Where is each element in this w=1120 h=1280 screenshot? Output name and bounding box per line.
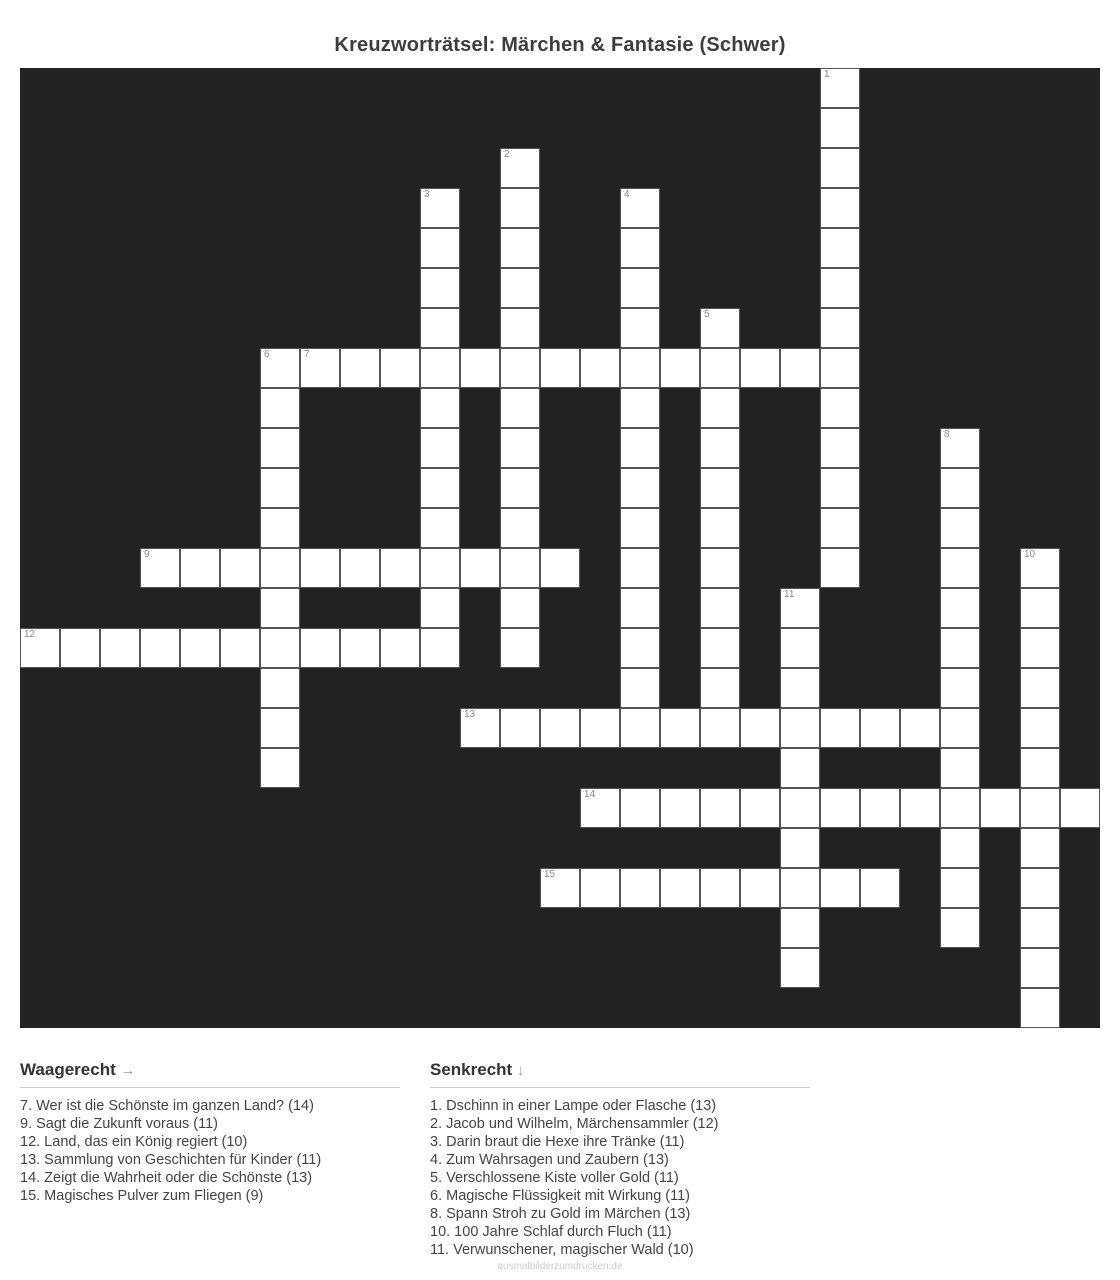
grid-cell[interactable]: [780, 948, 820, 988]
clue-item: 12. Land, das ein König regiert (10): [20, 1134, 248, 1150]
cell-number: 10: [1024, 549, 1036, 560]
grid-cell[interactable]: [500, 508, 540, 548]
cell-number: 4: [624, 189, 630, 200]
grid-cell[interactable]: [940, 508, 980, 548]
grid-cell[interactable]: [500, 348, 540, 388]
grid-cell[interactable]: [860, 788, 900, 828]
grid-cell[interactable]: [260, 668, 300, 708]
grid-cell[interactable]: [500, 428, 540, 468]
cell-number: 15: [544, 869, 556, 880]
cell-number: 2: [504, 149, 510, 160]
grid-cell[interactable]: [1020, 948, 1060, 988]
grid-cell[interactable]: [1020, 588, 1060, 628]
down-clue-list: [430, 1097, 810, 1259]
grid-cell[interactable]: [1060, 788, 1100, 828]
grid-cell[interactable]: [260, 588, 300, 628]
grid-cell[interactable]: [500, 308, 540, 348]
grid-cell[interactable]: [260, 428, 300, 468]
grid-cell[interactable]: [580, 868, 620, 908]
across-clue-list: [20, 1097, 400, 1205]
grid-cell[interactable]: [700, 508, 740, 548]
grid-cell[interactable]: [420, 428, 460, 468]
grid-cell[interactable]: [660, 868, 700, 908]
grid-cell[interactable]: [1020, 828, 1060, 868]
cell-number: 6: [264, 349, 270, 360]
down-arrow-icon: ↓: [516, 1062, 525, 1079]
grid-cell[interactable]: [820, 308, 860, 348]
grid-cell[interactable]: [340, 548, 380, 588]
grid-cell[interactable]: [260, 388, 300, 428]
grid-cell[interactable]: [820, 388, 860, 428]
grid-cell[interactable]: [620, 468, 660, 508]
grid-cell[interactable]: [940, 748, 980, 788]
grid-cell[interactable]: [780, 828, 820, 868]
grid-cell[interactable]: [300, 348, 340, 388]
grid-cell[interactable]: [180, 628, 220, 668]
down-header: [430, 1060, 810, 1088]
grid-cell[interactable]: [620, 308, 660, 348]
grid-cell[interactable]: [660, 348, 700, 388]
cell-number: 11: [784, 589, 795, 600]
grid-cell[interactable]: [820, 148, 860, 188]
grid-cell[interactable]: [740, 348, 780, 388]
grid-cell[interactable]: [780, 708, 820, 748]
across-clues-section: [20, 1060, 400, 1205]
grid-cell[interactable]: [620, 228, 660, 268]
grid-cell[interactable]: [420, 268, 460, 308]
grid-cell[interactable]: [420, 308, 460, 348]
grid-cell[interactable]: [620, 388, 660, 428]
grid-cell[interactable]: [820, 428, 860, 468]
grid-cell[interactable]: [580, 708, 620, 748]
grid-cell[interactable]: [740, 868, 780, 908]
grid-cell[interactable]: [60, 628, 100, 668]
grid-cell[interactable]: [1020, 628, 1060, 668]
grid-cell[interactable]: [860, 868, 900, 908]
grid-cell[interactable]: [260, 508, 300, 548]
grid-cell[interactable]: [700, 468, 740, 508]
grid-cell[interactable]: [500, 468, 540, 508]
grid-cell[interactable]: [820, 508, 860, 548]
grid-cell[interactable]: [820, 868, 860, 908]
page-title: Kreuzworträtsel: Märchen & Fantasie (Schwer): [334, 34, 786, 57]
clue-item: 2. Jacob und Wilhelm, Märchensammler (12): [430, 1116, 719, 1132]
grid-cell[interactable]: [780, 668, 820, 708]
grid-cell[interactable]: [420, 548, 460, 588]
grid-cell[interactable]: [820, 788, 860, 828]
clue-item: 13. Sammlung von Geschichten für Kinder (11): [20, 1152, 322, 1168]
grid-cell[interactable]: [940, 788, 980, 828]
grid-cell[interactable]: [1020, 668, 1060, 708]
grid-cell[interactable]: [700, 428, 740, 468]
grid-cell[interactable]: [260, 548, 300, 588]
grid-cell[interactable]: [140, 548, 180, 588]
grid-cell[interactable]: [580, 788, 620, 828]
grid-cell[interactable]: [940, 548, 980, 588]
grid-cell[interactable]: [700, 588, 740, 628]
clue-item: 14. Zeigt die Wahrheit oder die Schönste (13): [20, 1170, 313, 1186]
grid-cell[interactable]: [700, 548, 740, 588]
grid-cell[interactable]: [540, 348, 580, 388]
grid-cell[interactable]: [940, 588, 980, 628]
grid-cell[interactable]: [460, 548, 500, 588]
grid-cell[interactable]: [420, 508, 460, 548]
grid-cell[interactable]: [340, 628, 380, 668]
grid-cell[interactable]: [820, 468, 860, 508]
grid-cell[interactable]: [620, 348, 660, 388]
down-clues-section: [430, 1060, 810, 1259]
grid-cell[interactable]: [500, 548, 540, 588]
grid-cell[interactable]: [620, 628, 660, 668]
grid-cell[interactable]: [860, 708, 900, 748]
grid-cell[interactable]: [220, 628, 260, 668]
grid-cell[interactable]: [1020, 788, 1060, 828]
grid-cell[interactable]: [300, 548, 340, 588]
grid-cell[interactable]: [940, 668, 980, 708]
grid-cell[interactable]: [620, 188, 660, 228]
grid-cell[interactable]: [540, 868, 580, 908]
grid-cell[interactable]: [940, 828, 980, 868]
grid-cell[interactable]: [500, 188, 540, 228]
grid-cell[interactable]: [620, 268, 660, 308]
grid-cell[interactable]: [820, 268, 860, 308]
grid-cell[interactable]: [940, 708, 980, 748]
grid-cell[interactable]: [100, 628, 140, 668]
grid-cell[interactable]: [700, 868, 740, 908]
grid-cell[interactable]: [940, 628, 980, 668]
grid-cell[interactable]: [300, 628, 340, 668]
grid-cell[interactable]: [140, 628, 180, 668]
cell-number: 5: [704, 309, 710, 320]
grid-cell[interactable]: [740, 708, 780, 748]
clue-item: 8. Spann Stroh zu Gold im Märchen (13): [430, 1206, 691, 1222]
grid-cell[interactable]: [620, 588, 660, 628]
grid-cell[interactable]: [260, 708, 300, 748]
grid-cell[interactable]: [500, 268, 540, 308]
grid-cell[interactable]: [700, 388, 740, 428]
grid-cell[interactable]: [260, 628, 300, 668]
grid-cell[interactable]: [260, 468, 300, 508]
grid-cell[interactable]: [820, 708, 860, 748]
across-header-label: Waagerecht: [20, 1060, 116, 1079]
down-header-label: Senkrecht: [430, 1060, 513, 1079]
grid-cell[interactable]: [620, 548, 660, 588]
cell-number: 13: [464, 709, 476, 720]
grid-cell[interactable]: [700, 668, 740, 708]
grid-cell[interactable]: [820, 68, 860, 108]
grid-cell[interactable]: [180, 548, 220, 588]
grid-cell[interactable]: [660, 788, 700, 828]
grid-cell[interactable]: [420, 588, 460, 628]
grid-cell[interactable]: [460, 708, 500, 748]
grid-cell[interactable]: [780, 348, 820, 388]
grid-cell[interactable]: [980, 788, 1020, 828]
cell-number: 8: [944, 429, 950, 440]
grid-cell[interactable]: [780, 748, 820, 788]
grid-cell[interactable]: [820, 228, 860, 268]
grid-cell[interactable]: [780, 628, 820, 668]
grid-cell[interactable]: [1020, 988, 1060, 1028]
clue-item: 10. 100 Jahre Schlaf durch Fluch (11): [430, 1224, 672, 1240]
grid-cell[interactable]: [260, 748, 300, 788]
grid-cell[interactable]: [500, 628, 540, 668]
crossword-grid: [20, 68, 1100, 1028]
grid-cell[interactable]: [420, 628, 460, 668]
grid-cell[interactable]: [620, 428, 660, 468]
grid-cell[interactable]: [220, 548, 260, 588]
grid-cell[interactable]: [1020, 548, 1060, 588]
cell-number: 12: [24, 629, 36, 640]
grid-cell[interactable]: [580, 348, 620, 388]
cell-number: 14: [584, 789, 596, 800]
grid-cell[interactable]: [500, 148, 540, 188]
cell-number: 9: [144, 549, 150, 560]
grid-cell[interactable]: [940, 908, 980, 948]
grid-cell[interactable]: [620, 668, 660, 708]
grid-cell[interactable]: [260, 348, 300, 388]
grid-cell[interactable]: [1020, 868, 1060, 908]
across-header: [20, 1060, 400, 1088]
grid-cell[interactable]: [780, 908, 820, 948]
grid-cell[interactable]: [380, 548, 420, 588]
grid-cell[interactable]: [780, 788, 820, 828]
grid-cell[interactable]: [900, 788, 940, 828]
grid-cell[interactable]: [940, 868, 980, 908]
grid-cell[interactable]: [700, 628, 740, 668]
grid-cell[interactable]: [420, 468, 460, 508]
grid-cell[interactable]: [1020, 908, 1060, 948]
cell-number: 7: [304, 349, 310, 360]
grid-cell[interactable]: [700, 308, 740, 348]
clue-item: 1. Dschinn in einer Lampe oder Flasche (13): [430, 1098, 717, 1114]
grid-cell[interactable]: [540, 548, 580, 588]
grid-cell[interactable]: [700, 788, 740, 828]
grid-cell[interactable]: [940, 468, 980, 508]
clue-item: 6. Magische Flüssigkeit mit Wirkung (11): [430, 1188, 691, 1204]
grid-cell[interactable]: [820, 188, 860, 228]
grid-cell[interactable]: [620, 788, 660, 828]
grid-cell[interactable]: [700, 708, 740, 748]
grid-cell[interactable]: [420, 228, 460, 268]
grid-cell[interactable]: [20, 628, 60, 668]
grid-cell[interactable]: [940, 428, 980, 468]
right-arrow-icon: →: [120, 1062, 136, 1079]
grid-cell[interactable]: [500, 228, 540, 268]
grid-cell[interactable]: [700, 348, 740, 388]
grid-cell[interactable]: [500, 588, 540, 628]
grid-cell[interactable]: [740, 788, 780, 828]
grid-cell[interactable]: [1020, 748, 1060, 788]
clue-item: 15. Magisches Pulver zum Fliegen (9): [20, 1188, 264, 1204]
grid-cell[interactable]: [460, 348, 500, 388]
grid-cell[interactable]: [820, 548, 860, 588]
grid-cell[interactable]: [1020, 708, 1060, 748]
grid-cell[interactable]: [620, 868, 660, 908]
grid-cell[interactable]: [500, 388, 540, 428]
clue-item: 5. Verschlossene Kiste voller Gold (11): [430, 1170, 679, 1186]
grid-cell[interactable]: [780, 588, 820, 628]
cell-number: 1: [824, 69, 830, 80]
grid-cell[interactable]: [660, 708, 700, 748]
cell-number: 3: [424, 189, 430, 200]
grid-cell[interactable]: [780, 868, 820, 908]
grid-cell[interactable]: [380, 348, 420, 388]
clue-item: 9. Sagt die Zukunft voraus (11): [20, 1116, 219, 1132]
grid-cell[interactable]: [420, 388, 460, 428]
clue-item: 11. Verwunschener, magischer Wald (10): [430, 1242, 694, 1258]
clue-item: 4. Zum Wahrsagen und Zaubern (13): [430, 1152, 669, 1168]
grid-cell[interactable]: [420, 348, 460, 388]
grid-cell[interactable]: [820, 108, 860, 148]
grid-cell[interactable]: [540, 708, 580, 748]
grid-cell[interactable]: [620, 708, 660, 748]
grid-cell[interactable]: [380, 628, 420, 668]
clue-item: 7. Wer ist die Schönste im ganzen Land? (14): [20, 1098, 314, 1114]
grid-cell[interactable]: [820, 348, 860, 388]
grid-cell[interactable]: [420, 188, 460, 228]
grid-cell[interactable]: [620, 508, 660, 548]
clue-item: 3. Darin braut die Hexe ihre Tränke (11): [430, 1134, 685, 1150]
watermark: ausmalbilderzumdrucken.de: [497, 1261, 623, 1272]
grid-cell[interactable]: [340, 348, 380, 388]
grid-cell[interactable]: [900, 708, 940, 748]
grid-cell[interactable]: [500, 708, 540, 748]
